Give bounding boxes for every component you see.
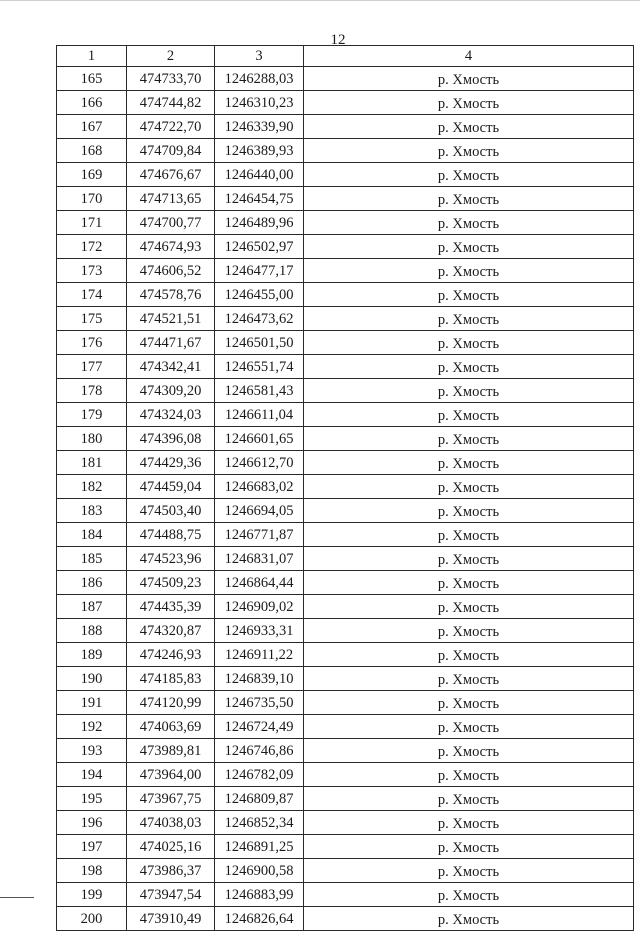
description-cell: р. Хмость (304, 907, 634, 931)
description-cell: р. Хмость (304, 259, 634, 283)
description-cell: р. Хмость (304, 187, 634, 211)
x-coordinate-cell: 473986,37 (127, 859, 215, 883)
x-coordinate-cell: 473967,75 (127, 787, 215, 811)
x-coordinate-cell: 474709,84 (127, 139, 215, 163)
point-number-cell: 195 (57, 787, 127, 811)
point-number-cell: 170 (57, 187, 127, 211)
x-coordinate-cell: 474309,20 (127, 379, 215, 403)
table-header-row (57, 46, 634, 67)
point-number-cell: 176 (57, 331, 127, 355)
y-coordinate-cell: 1246288,03 (215, 67, 304, 91)
table-row (57, 379, 634, 403)
point-number-cell: 169 (57, 163, 127, 187)
y-coordinate-cell: 1246809,87 (215, 787, 304, 811)
x-coordinate-cell: 474488,75 (127, 523, 215, 547)
point-number-cell: 175 (57, 307, 127, 331)
x-coordinate-cell: 474733,70 (127, 67, 215, 91)
point-number-cell: 190 (57, 667, 127, 691)
x-coordinate-cell: 474324,03 (127, 403, 215, 427)
x-coordinate-cell: 473947,54 (127, 883, 215, 907)
point-number-cell: 197 (57, 835, 127, 859)
y-coordinate-cell: 1246839,10 (215, 667, 304, 691)
table-row (57, 451, 634, 475)
point-number-cell: 193 (57, 739, 127, 763)
point-number-cell: 173 (57, 259, 127, 283)
table-row (57, 787, 634, 811)
table-row (57, 739, 634, 763)
y-coordinate-cell: 1246694,05 (215, 499, 304, 523)
y-coordinate-cell: 1246454,75 (215, 187, 304, 211)
coordinates-table (56, 45, 634, 931)
description-cell: р. Хмость (304, 523, 634, 547)
point-number-cell: 187 (57, 595, 127, 619)
table-row (57, 115, 634, 139)
description-cell: р. Хмость (304, 163, 634, 187)
table-header (57, 46, 634, 67)
table-row (57, 499, 634, 523)
x-coordinate-cell: 474744,82 (127, 91, 215, 115)
y-coordinate-cell: 1246782,09 (215, 763, 304, 787)
point-number-cell: 179 (57, 403, 127, 427)
table-body (57, 67, 634, 931)
y-coordinate-cell: 1246489,96 (215, 211, 304, 235)
x-coordinate-cell: 473989,81 (127, 739, 215, 763)
table-row (57, 307, 634, 331)
y-coordinate-cell: 1246831,07 (215, 547, 304, 571)
table-row (57, 619, 634, 643)
y-coordinate-cell: 1246477,17 (215, 259, 304, 283)
page-number: 12 (330, 32, 346, 48)
description-cell: р. Хмость (304, 115, 634, 139)
point-number-cell: 192 (57, 715, 127, 739)
description-cell: р. Хмость (304, 307, 634, 331)
description-cell: р. Хмость (304, 547, 634, 571)
point-number-cell: 165 (57, 67, 127, 91)
y-coordinate-cell: 1246864,44 (215, 571, 304, 595)
description-cell: р. Хмость (304, 67, 634, 91)
x-coordinate-cell: 474120,99 (127, 691, 215, 715)
description-cell: р. Хмость (304, 475, 634, 499)
description-cell: р. Хмость (304, 355, 634, 379)
description-cell: р. Хмость (304, 499, 634, 523)
point-number-cell: 191 (57, 691, 127, 715)
table-row (57, 859, 634, 883)
y-coordinate-cell: 1246883,99 (215, 883, 304, 907)
x-coordinate-cell: 474523,96 (127, 547, 215, 571)
description-cell: р. Хмость (304, 763, 634, 787)
table-row (57, 91, 634, 115)
table-row (57, 211, 634, 235)
y-coordinate-cell: 1246310,23 (215, 91, 304, 115)
y-coordinate-cell: 1246891,25 (215, 835, 304, 859)
table-row (57, 475, 634, 499)
table-row (57, 331, 634, 355)
page-edge-mark (0, 897, 34, 898)
x-coordinate-cell: 474578,76 (127, 283, 215, 307)
point-number-cell: 166 (57, 91, 127, 115)
point-number-cell: 184 (57, 523, 127, 547)
description-cell: р. Хмость (304, 787, 634, 811)
x-coordinate-cell: 474396,08 (127, 427, 215, 451)
point-number-cell: 194 (57, 763, 127, 787)
point-number-cell: 199 (57, 883, 127, 907)
y-coordinate-cell: 1246933,31 (215, 619, 304, 643)
table-row (57, 259, 634, 283)
y-coordinate-cell: 1246339,90 (215, 115, 304, 139)
description-cell: р. Хмость (304, 139, 634, 163)
y-coordinate-cell: 1246900,58 (215, 859, 304, 883)
point-number-cell: 185 (57, 547, 127, 571)
description-cell: р. Хмость (304, 331, 634, 355)
point-number-cell: 178 (57, 379, 127, 403)
description-cell: р. Хмость (304, 811, 634, 835)
description-cell: р. Хмость (304, 691, 634, 715)
y-coordinate-cell: 1246501,50 (215, 331, 304, 355)
x-coordinate-cell: 474342,41 (127, 355, 215, 379)
x-coordinate-cell: 474606,52 (127, 259, 215, 283)
y-coordinate-cell: 1246852,34 (215, 811, 304, 835)
y-coordinate-cell: 1246826,64 (215, 907, 304, 931)
x-coordinate-cell: 474063,69 (127, 715, 215, 739)
table-row (57, 355, 634, 379)
x-coordinate-cell: 473964,00 (127, 763, 215, 787)
column-header-2: 2 (127, 46, 215, 67)
description-cell: р. Хмость (304, 235, 634, 259)
point-number-cell: 181 (57, 451, 127, 475)
description-cell: р. Хмость (304, 571, 634, 595)
point-number-cell: 167 (57, 115, 127, 139)
table-row (57, 187, 634, 211)
x-coordinate-cell: 474713,65 (127, 187, 215, 211)
point-number-cell: 171 (57, 211, 127, 235)
table-row (57, 67, 634, 91)
description-cell: р. Хмость (304, 379, 634, 403)
x-coordinate-cell: 473910,49 (127, 907, 215, 931)
x-coordinate-cell: 474038,03 (127, 811, 215, 835)
description-cell: р. Хмость (304, 667, 634, 691)
page-top-edge (0, 0, 640, 1)
description-cell: р. Хмость (304, 715, 634, 739)
table-row (57, 811, 634, 835)
description-cell: р. Хмость (304, 595, 634, 619)
point-number-cell: 177 (57, 355, 127, 379)
description-cell: р. Хмость (304, 283, 634, 307)
y-coordinate-cell: 1246389,93 (215, 139, 304, 163)
table-row (57, 523, 634, 547)
x-coordinate-cell: 474320,87 (127, 619, 215, 643)
table-row (57, 595, 634, 619)
x-coordinate-cell: 474435,39 (127, 595, 215, 619)
y-coordinate-cell: 1246502,97 (215, 235, 304, 259)
table-row (57, 163, 634, 187)
y-coordinate-cell: 1246746,86 (215, 739, 304, 763)
y-coordinate-cell: 1246771,87 (215, 523, 304, 547)
table-row (57, 427, 634, 451)
x-coordinate-cell: 474025,16 (127, 835, 215, 859)
x-coordinate-cell: 474521,51 (127, 307, 215, 331)
description-cell: р. Хмость (304, 451, 634, 475)
y-coordinate-cell: 1246440,00 (215, 163, 304, 187)
y-coordinate-cell: 1246611,04 (215, 403, 304, 427)
table-row (57, 691, 634, 715)
description-cell: р. Хмость (304, 211, 634, 235)
y-coordinate-cell: 1246612,70 (215, 451, 304, 475)
point-number-cell: 198 (57, 859, 127, 883)
x-coordinate-cell: 474429,36 (127, 451, 215, 475)
description-cell: р. Хмость (304, 427, 634, 451)
table-row (57, 571, 634, 595)
point-number-cell: 174 (57, 283, 127, 307)
description-cell: р. Хмость (304, 883, 634, 907)
table-row (57, 235, 634, 259)
description-cell: р. Хмость (304, 619, 634, 643)
table-row (57, 715, 634, 739)
description-cell: р. Хмость (304, 403, 634, 427)
point-number-cell: 186 (57, 571, 127, 595)
x-coordinate-cell: 474674,93 (127, 235, 215, 259)
table-row (57, 643, 634, 667)
description-cell: р. Хмость (304, 91, 634, 115)
column-header-3: 3 (215, 46, 304, 67)
y-coordinate-cell: 1246683,02 (215, 475, 304, 499)
x-coordinate-cell: 474503,40 (127, 499, 215, 523)
y-coordinate-cell: 1246601,65 (215, 427, 304, 451)
x-coordinate-cell: 474676,67 (127, 163, 215, 187)
table-row (57, 763, 634, 787)
x-coordinate-cell: 474700,77 (127, 211, 215, 235)
table-row (57, 547, 634, 571)
table-row (57, 283, 634, 307)
y-coordinate-cell: 1246455,00 (215, 283, 304, 307)
table-row (57, 883, 634, 907)
x-coordinate-cell: 474722,70 (127, 115, 215, 139)
point-number-cell: 189 (57, 643, 127, 667)
table-row (57, 139, 634, 163)
point-number-cell: 200 (57, 907, 127, 931)
table-row (57, 907, 634, 931)
y-coordinate-cell: 1246473,62 (215, 307, 304, 331)
description-cell: р. Хмость (304, 739, 634, 763)
y-coordinate-cell: 1246911,22 (215, 643, 304, 667)
x-coordinate-cell: 474471,67 (127, 331, 215, 355)
y-coordinate-cell: 1246735,50 (215, 691, 304, 715)
column-header-1: 1 (57, 46, 127, 67)
description-cell: р. Хмость (304, 859, 634, 883)
point-number-cell: 172 (57, 235, 127, 259)
x-coordinate-cell: 474185,83 (127, 667, 215, 691)
y-coordinate-cell: 1246581,43 (215, 379, 304, 403)
point-number-cell: 183 (57, 499, 127, 523)
y-coordinate-cell: 1246724,49 (215, 715, 304, 739)
table-row (57, 667, 634, 691)
x-coordinate-cell: 474246,93 (127, 643, 215, 667)
point-number-cell: 180 (57, 427, 127, 451)
y-coordinate-cell: 1246909,02 (215, 595, 304, 619)
point-number-cell: 188 (57, 619, 127, 643)
y-coordinate-cell: 1246551,74 (215, 355, 304, 379)
point-number-cell: 196 (57, 811, 127, 835)
table-row (57, 835, 634, 859)
point-number-cell: 168 (57, 139, 127, 163)
point-number-cell: 182 (57, 475, 127, 499)
description-cell: р. Хмость (304, 643, 634, 667)
column-header-4: 4 (304, 46, 634, 67)
x-coordinate-cell: 474509,23 (127, 571, 215, 595)
x-coordinate-cell: 474459,04 (127, 475, 215, 499)
description-cell: р. Хмость (304, 835, 634, 859)
table-row (57, 403, 634, 427)
